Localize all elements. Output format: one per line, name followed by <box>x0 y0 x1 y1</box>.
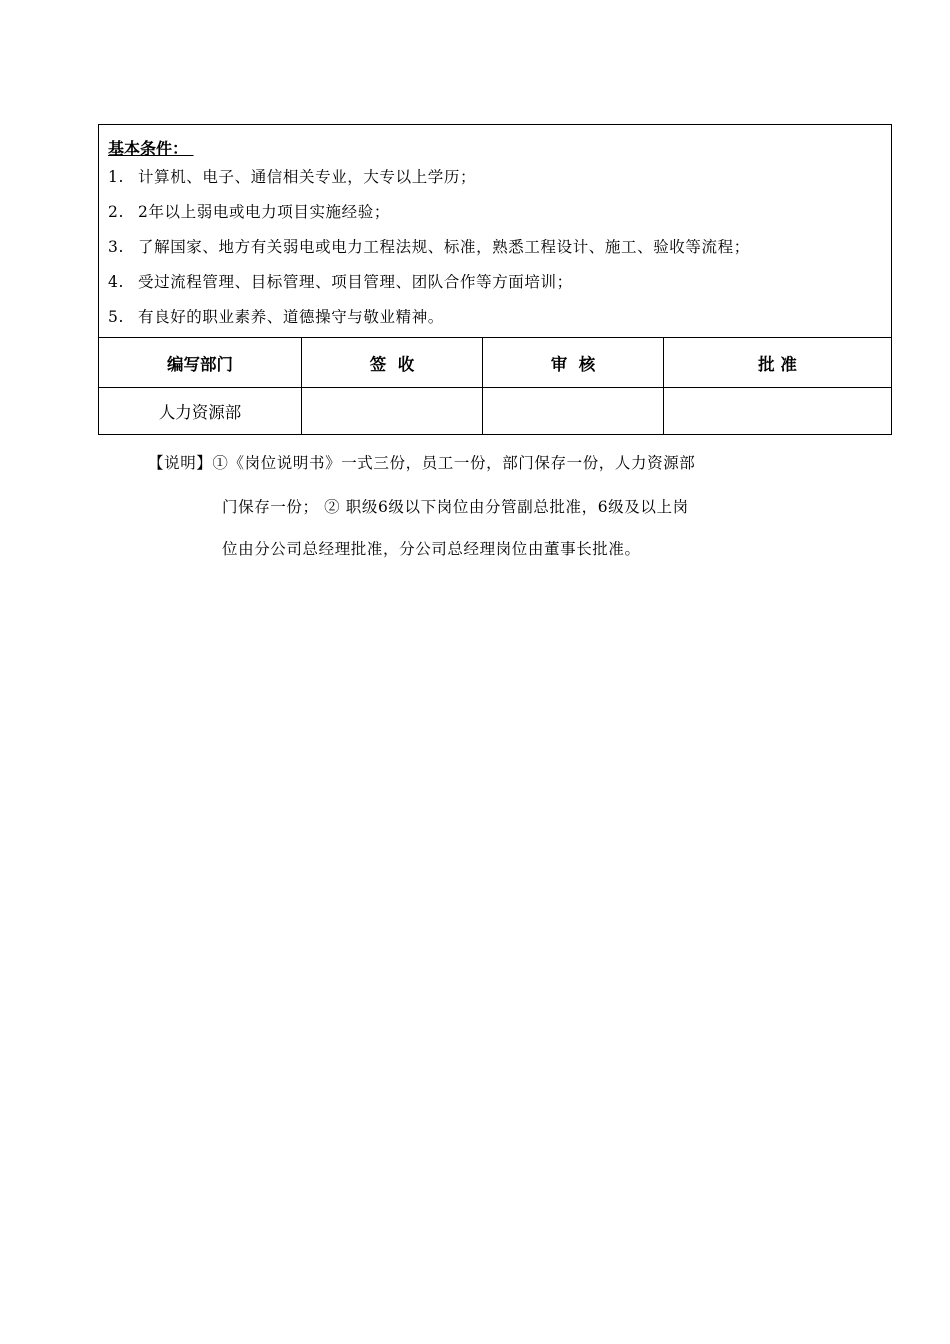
header-compiling-dept: 编写部门 <box>99 338 302 388</box>
note-line-3: 位由分公司总经理批准，分公司总经理岗位由董事长批准。 <box>222 540 641 558</box>
condition-number: 2. <box>108 203 124 221</box>
header-sign-receipt: 签 收 <box>302 338 483 388</box>
header-approve: 批 准 <box>664 338 892 388</box>
basic-conditions-row <box>99 125 892 338</box>
job-description-table <box>98 124 892 435</box>
condition-item <box>108 160 891 195</box>
header-review: 审 核 <box>483 338 664 388</box>
note-line-2: 门保存一份； ② 职级6级以下岗位由分管副总批准，6级及以上岗 <box>222 498 689 516</box>
condition-item <box>108 265 891 300</box>
condition-number: 4. <box>108 273 124 291</box>
condition-text: 了解国家、地方有关弱电或电力工程法规、标准，熟悉工程设计、施工、验收等流程； <box>138 238 750 256</box>
note-text-1: ①《岗位说明书》一式三份，员工一份，部门保存一份，人力资源部 <box>212 454 696 472</box>
basic-conditions-cell <box>99 125 892 338</box>
basic-conditions-title: 基本条件： <box>108 139 194 158</box>
note-line-1 <box>148 446 828 480</box>
note-block <box>148 446 828 570</box>
value-approve[interactable] <box>664 388 892 435</box>
value-review[interactable] <box>483 388 664 435</box>
approval-header-row <box>99 338 892 388</box>
condition-number: 3. <box>108 238 124 256</box>
note-continuation <box>148 486 828 570</box>
approval-value-row <box>99 388 892 435</box>
condition-number: 5. <box>108 308 124 326</box>
condition-text: 有良好的职业素养、道德操守与敬业精神。 <box>138 308 444 326</box>
condition-number: 1. <box>108 168 124 186</box>
condition-item <box>108 230 891 265</box>
condition-text: 2年以上弱电或电力项目实施经验； <box>138 203 390 221</box>
value-sign-receipt[interactable] <box>302 388 483 435</box>
note-label: 【说明】 <box>148 454 213 472</box>
condition-item <box>108 195 891 230</box>
condition-text: 受过流程管理、目标管理、项目管理、团队合作等方面培训； <box>138 273 573 291</box>
condition-text: 计算机、电子、通信相关专业，大专以上学历； <box>138 168 477 186</box>
condition-item <box>108 300 891 335</box>
value-compiling-dept: 人力资源部 <box>99 388 302 435</box>
